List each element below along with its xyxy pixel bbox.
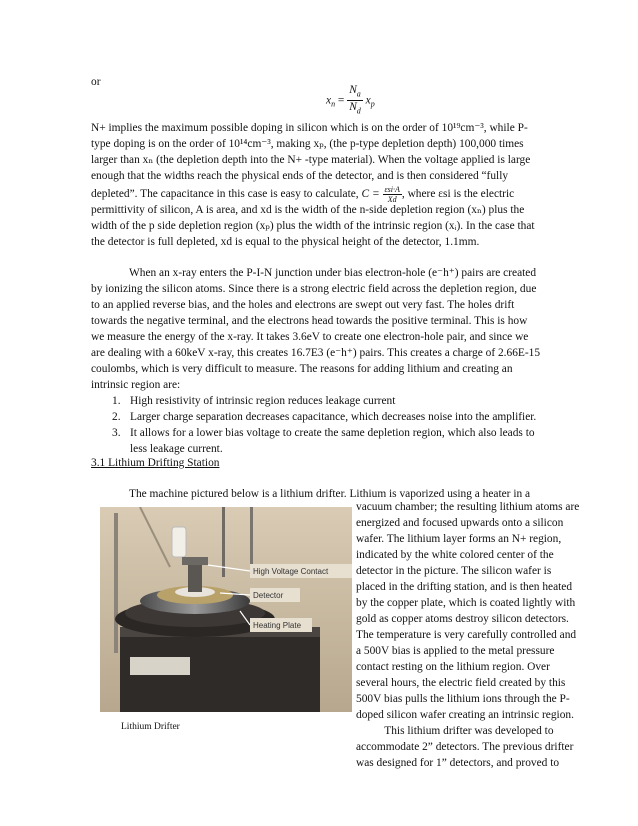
para1-line3: larger than xₙ (the depletion depth into the N+ -type material). When the voltage applied is large (91, 154, 531, 166)
callout-heating-plate: Heating Plate (253, 621, 302, 630)
figure-caption: Lithium Drifter (121, 722, 180, 732)
para3-right-line: vacuum chamber; the resulting lithium atoms are (356, 501, 580, 513)
para3-right-line: This lithium drifter was developed to (356, 725, 554, 737)
capacitance-fraction: $\frac{\text{εsi·A}}{Xd}$ (384, 185, 400, 204)
para3-right-line: accommodate 2” detectors. The previous drifter (356, 741, 574, 753)
para3-right-line: gold as copper atoms destroy silicon detectors. (356, 613, 569, 625)
section-heading: 3.1 Lithium Drifting Station (91, 457, 220, 469)
para1-line4: enough that the widths reach the physical ends of the detector, and is then considered “fully (91, 170, 509, 182)
para3-right-line: contact resting on the lithium region. Over (356, 661, 550, 673)
lithium-drifter-illustration (100, 507, 352, 712)
para1-line8: the detector is full depleted, xd is equal to the physical height of the detector, 1.1mm. (91, 236, 480, 248)
callout-detector: Detector (253, 591, 284, 600)
para3-line1: The machine pictured below is a lithium drifter. Lithium is vaporized using a heater in a (129, 488, 531, 500)
para1-line5: depleted”. The capacitance in this case is easy to calculate, C = $\frac{\text{εsi·A}}{Xd}$ , where εsi is the electric (91, 185, 515, 204)
para2-line2: by ionizing the silicon atoms. Since there is a strong electric field across the depletion region, due (91, 283, 537, 295)
para3-right-line: wafer. The lithium layer forms an N+ region, (356, 533, 562, 545)
para2-line6: are dealing with a 60keV x-ray, this creates 16.7E3 (e⁻h⁺) pairs. This creates a charge of 2.66E-15 (91, 347, 541, 359)
para3-right-line: was designed for 1” detectors, and proved to (356, 757, 560, 769)
text-or: or (91, 76, 101, 88)
para1-line6: permittivity of silicon, A is area, and xd is the width of the n-side depletion region (xₙ) plus the (91, 204, 525, 216)
list-item-1-number: 1. (112, 395, 121, 407)
para2-line3: to an applied reverse bias, and the holes and electrons are swept out very fast. The holes drift (91, 299, 515, 311)
list-item-3-cont: less leakage current. (130, 443, 223, 455)
list-item-2-text: Larger charge separation decreases capacitance, which decreases noise into the amplifier. (130, 411, 537, 423)
equation-xn: $x_n$ = $\frac{N_a}{N_d}$ $x_p$ (326, 84, 375, 116)
para3-right-line: doped silicon wafer creating an intrinsic region. (356, 709, 574, 721)
para2-line4: towards the negative terminal, and the electrons head towards the positive terminal. This is how (91, 315, 528, 327)
para3-right-line: by the copper plate, which is coated lightly with (356, 597, 576, 609)
para3-right-line: detector in the picture. The silicon wafer is (356, 565, 552, 577)
para3-right-line: several hours, the electric field created by this (356, 677, 566, 689)
para3-right-line: indicated by the white colored center of the (356, 549, 554, 561)
list-item-2-number: 2. (112, 411, 121, 423)
list-item-1-text: High resistivity of intrinsic region reduces leakage current (130, 395, 396, 407)
para1-line7: width of the p side depletion region (xₚ) plus the width of the intrinsic region (xᵢ). In the case that (91, 220, 535, 232)
para2-line1: When an x-ray enters the P-I-N junction under bias electron-hole (e⁻h⁺) pairs are created (129, 267, 537, 279)
para3-right-line: 500V bias pulls the lithium ions through the P- (356, 693, 570, 705)
para3-right-line: The temperature is very carefully controlled and (356, 629, 577, 641)
list-item-3-text: It allows for a lower bias voltage to create the same depletion region, which also leads to (130, 427, 535, 439)
para3-right-line: a 500V bias is applied to the metal pressure (356, 645, 555, 657)
para2-line7: coulombs, which is very difficult to measure. The reasons for adding lithium and creating an (91, 363, 513, 375)
lithium-drifter-photo (100, 507, 352, 712)
para2-line5: we measure the energy of the x-ray. It takes 3.6eV to create one electron-hole pair, and since we (91, 331, 529, 343)
equation-fraction: $\frac{N_a}{N_d}$ (349, 84, 361, 116)
list-item-3-number: 3. (112, 427, 121, 439)
para3-right-line: placed in the drifting station, and is then heated (356, 581, 573, 593)
callout-high-voltage-contact: High Voltage Contact (253, 567, 329, 576)
para3-right-line: energized and focused upwards onto a silicon (356, 517, 564, 529)
para1-line1: N+ implies the maximum possible doping in silicon which is on the order of 10¹⁹cm⁻³, while P- (91, 122, 528, 134)
para2-line8: intrinsic region are: (91, 379, 181, 391)
para1-line2: type doping is on the order of 10¹⁴cm⁻³, making xₚ, (the p-type depletion depth) 100,000 times (91, 138, 524, 150)
